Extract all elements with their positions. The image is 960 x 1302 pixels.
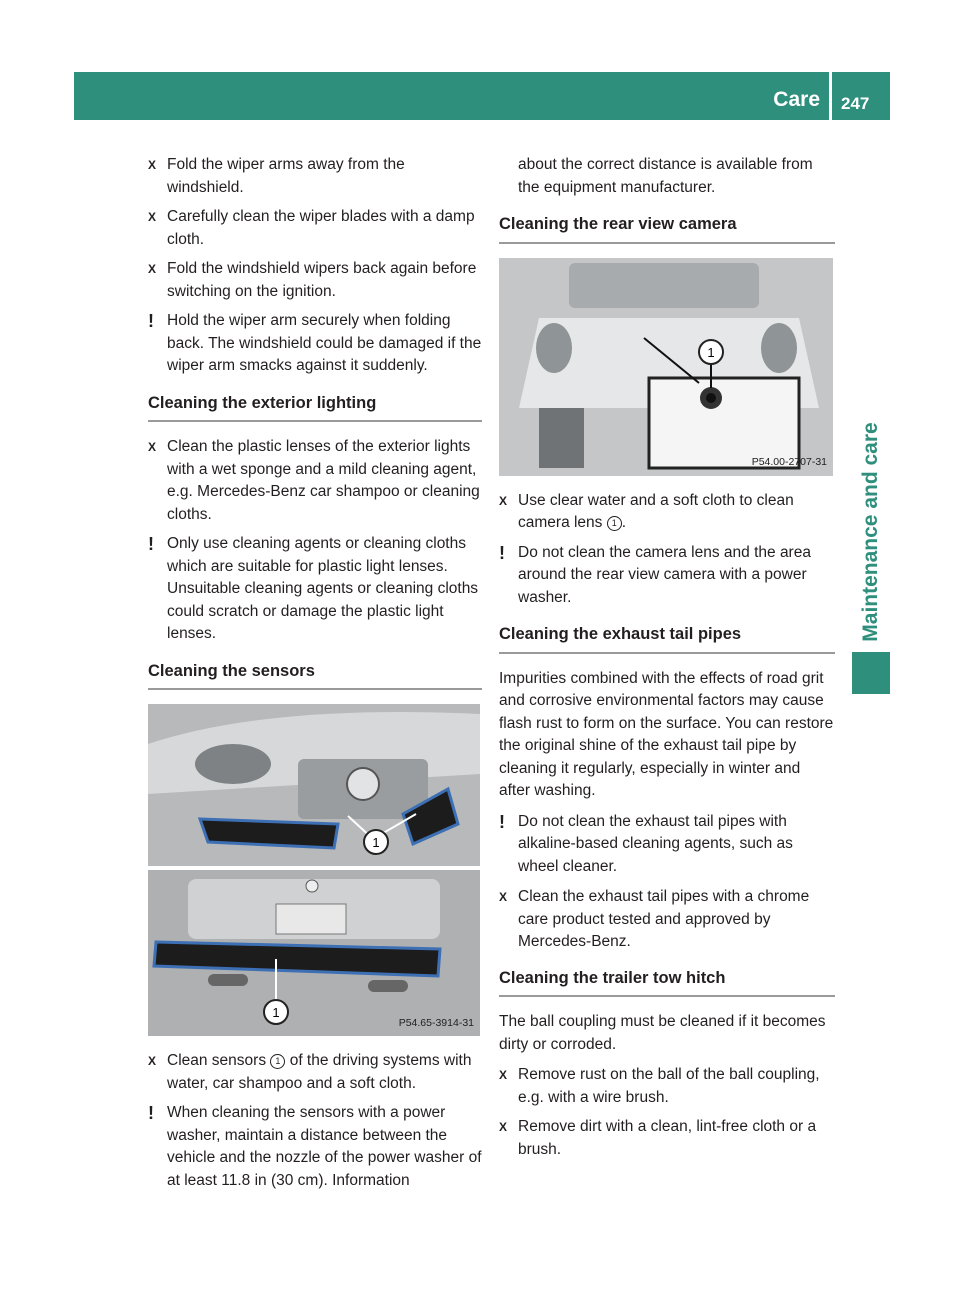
instruction-step [499,886,835,954]
step-marker-icon: X [148,440,157,454]
instruction-step [499,1064,835,1109]
note-text: Hold the wiper arm securely when folding back. The windshield could be damaged if the wiper arm smacks against it suddenly. [167,312,482,374]
continued-text: about the correct distance is available from the equipment manufacturer. [518,156,813,196]
caution-icon: ! [148,1103,154,1123]
caution-note [148,533,482,646]
caution-icon: ! [148,311,154,331]
callout-1-icon: 1 [270,1054,285,1069]
left-column [148,154,482,1200]
instruction-step [148,436,482,526]
chapter-side-tab: Maintenance and care [859,422,882,642]
step-marker-icon: X [148,210,157,224]
step-text: Clean the plastic lenses of the exterior lights with a wet sponge and a mild cleaning agent, e.g. Mercedes-Benz car shampoo or cleaning cloths. [167,438,480,523]
caution-icon: ! [499,542,505,563]
heading-exterior-lighting: Cleaning the exterior lighting [148,386,482,423]
instruction-step [148,206,482,251]
caution-icon: ! [148,534,154,554]
callout-1-icon: 1 [372,835,380,850]
rear-camera-figure [499,258,833,476]
note-text: Do not clean the camera lens and the area around the rear view camera with a power washer. [518,543,811,606]
note-text: Only use cleaning agents or cleaning cloths which are suitable for plastic light lenses. Unsuitable cleaning agents or cleaning cloths could scratch or damage the plastic light lenses. [167,535,479,642]
heading-trailer-hitch: Cleaning the trailer tow hitch [499,961,835,998]
header-bar [74,72,890,120]
note-text: When cleaning the sensors with a power washer, maintain a distance between the vehicle and the nozzle of the power washer of at least 11.8 in (30 cm). Information [167,1104,482,1189]
instruction-step [499,490,835,535]
step-text: Clean sensors [167,1052,267,1069]
caution-note [148,1102,482,1192]
instruction-step [499,1116,835,1161]
rear-camera-illustration [499,258,833,476]
step-text: . [621,514,627,531]
step-text: Use clear water and a soft cloth to clean camera lens [518,491,794,531]
step-text: Remove dirt with a clean, lint-free cloth or a brush. [518,1118,817,1158]
caution-icon: ! [499,811,505,832]
sensors-illustration [148,704,480,1036]
caution-note [499,811,835,879]
step-marker-icon: X [499,1068,508,1082]
step-marker-icon: X [499,890,508,904]
sensors-figure [148,704,480,1036]
callout-1-icon: 1 [272,1005,280,1020]
step-marker-icon: X [148,158,157,172]
hitch-paragraph: The ball coupling must be cleaned if it becomes dirty or corroded. [499,1013,826,1053]
caution-note [499,542,835,610]
figure-code: P54.65-3914-31 [398,1016,474,1029]
heading-sensors: Cleaning the sensors [148,654,482,691]
chapter-tab-marker [852,652,890,694]
step-text: Fold the wiper arms away from the windshield. [167,156,405,196]
note-text: Do not clean the exhaust tail pipes with alkaline-based cleaning agents, such as wheel cleaner. [518,812,793,875]
step-marker-icon: X [499,493,508,508]
heading-rear-camera: Cleaning the rear view camera [499,207,835,244]
heading-exhaust: Cleaning the exhaust tail pipes [499,617,835,654]
page-number: 247 [841,94,870,113]
right-column [499,154,835,1168]
instruction-step [148,1050,482,1095]
callout-1-icon: 1 [707,344,715,360]
caution-note [148,310,482,378]
step-text: Fold the windshield wipers back again before switching on the ignition. [167,260,477,300]
step-marker-icon: X [499,1120,508,1134]
section-title: Care [773,88,820,111]
step-text: Remove rust on the ball of the ball coupling, e.g. with a wire brush. [518,1066,820,1106]
instruction-step [148,154,482,199]
exhaust-paragraph: Impurities combined with the effects of road grit and corrosive environmental factors may cause flash rust to form on the surface. You can restore the original shine of the exhaust tail pipe by cleaning it regularly, especially in winter and after washing. [499,669,834,799]
callout-1-icon: 1 [607,516,622,531]
step-marker-icon: X [148,1054,157,1068]
step-text: Clean the exhaust tail pipes with a chrome care product tested and approved by Mercedes-Benz. [518,888,810,950]
header-divider [829,72,832,120]
figure-code: P54.00-2707-31 [751,456,827,468]
instruction-step [148,258,482,303]
step-text: Carefully clean the wiper blades with a damp cloth. [167,208,475,248]
step-marker-icon: X [148,262,157,276]
step-text: of the driving systems with water, car shampoo and a soft cloth. [167,1052,472,1092]
